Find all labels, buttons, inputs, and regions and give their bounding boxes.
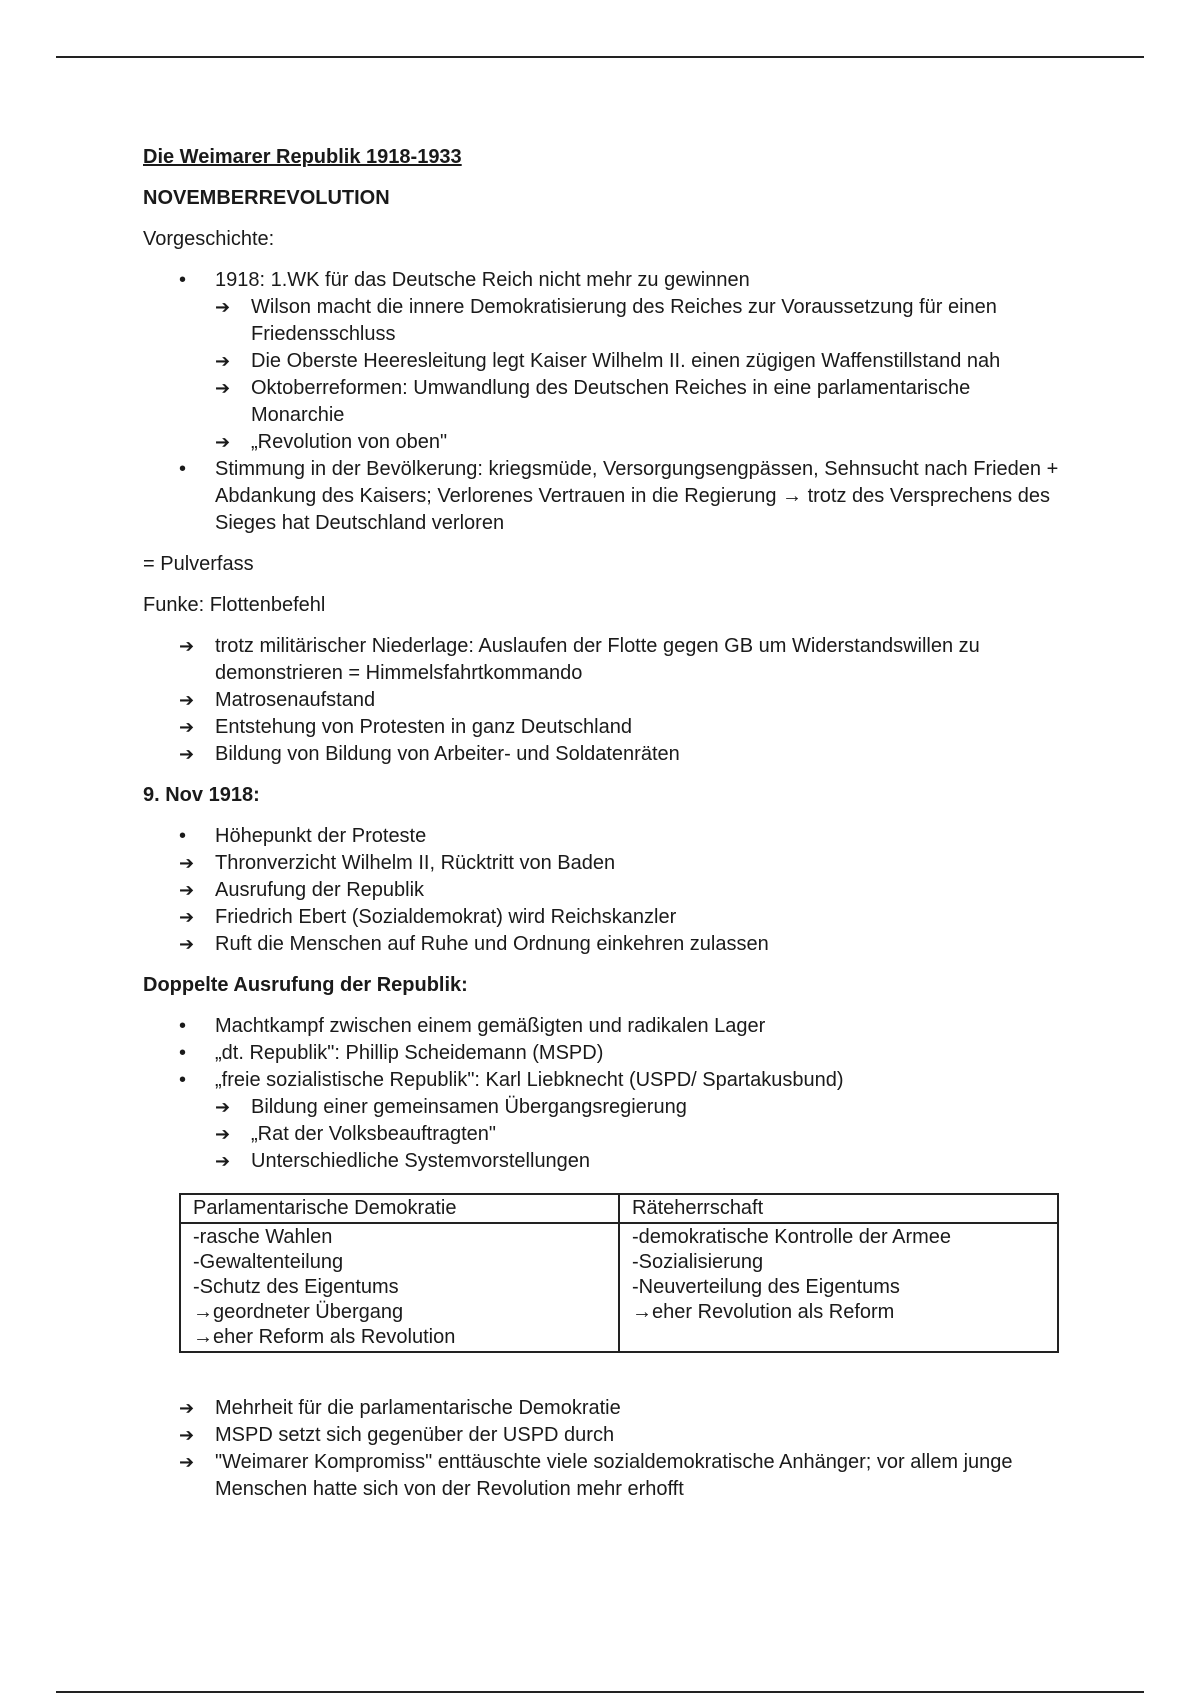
document-title: Die Weimarer Republik 1918-1933 <box>143 146 462 168</box>
list-item: ➔ „Rat der Volksbeauftragten" <box>215 1121 1063 1148</box>
table-cell-line: -Neuverteilung des Eigentums <box>632 1276 900 1298</box>
list-item: ➔ Die Oberste Heeresleitung legt Kaiser Wilhelm II. einen zügigen Waffenstillstand nah <box>215 348 1063 375</box>
section-heading-doppelte-ausrufung: Doppelte Ausrufung der Republik: <box>143 974 468 996</box>
section-heading-novemberrevolution: NOVEMBERREVOLUTION <box>143 187 390 209</box>
table-header-row <box>180 1194 1058 1223</box>
list-item: • Stimmung in der Bevölkerung: kriegsmüde, Versorgungsengpässen, Sehnsucht nach Frieden + Abdankung des Kaisers; Verlorenes Vertrauen in die Regierung → trotz des Versprechens des Sieges hat Deutschland verloren <box>143 456 1063 537</box>
list-item: ➔ Thronverzicht Wilhelm II, Rücktritt von Baden <box>143 850 1063 877</box>
table-cell-line: -Sozialisierung <box>632 1251 764 1273</box>
list-item: • Höhepunkt der Proteste <box>143 823 1063 850</box>
list-item: • Machtkampf zwischen einem gemäßigten und radikalen Lager <box>143 1013 1063 1040</box>
table-cell <box>619 1223 1058 1352</box>
sub-list <box>215 294 1063 456</box>
ergebnis-list <box>143 1395 1063 1503</box>
table-cell-line: →eher Reform als Revolution <box>193 1326 456 1348</box>
list-item-text: 1918: 1.WK für das Deutsche Reich nicht mehr zu gewinnen <box>215 269 750 291</box>
funke-label: Funke: Flottenbefehl <box>143 594 326 616</box>
list-item: ➔ Mehrheit für die parlamentarische Demokratie <box>143 1395 1063 1422</box>
funke-list <box>143 633 1063 768</box>
comparison-table <box>179 1193 1059 1353</box>
pulverfass-line: = Pulverfass <box>143 553 254 575</box>
list-item: ➔ Bildung von Bildung von Arbeiter- und Soldatenräten <box>143 741 1063 768</box>
list-item: ➔ Ruft die Menschen auf Ruhe und Ordnung einkehren zulassen <box>143 931 1063 958</box>
list-item: ➔ Matrosenaufstand <box>143 687 1063 714</box>
list-item: ➔ trotz militärischer Niederlage: Auslaufen der Flotte gegen GB um Widerstandswillen zu demonstrieren = Himmelsfahrtkommando <box>143 633 1063 687</box>
table-cell-line: -demokratische Kontrolle der Armee <box>632 1226 952 1248</box>
document-body <box>143 144 1063 1517</box>
table-cell-line: -rasche Wahlen <box>193 1226 333 1248</box>
list-item: • „dt. Republik": Phillip Scheidemann (MSPD) <box>143 1040 1063 1067</box>
list-item <box>143 267 1063 456</box>
section-heading-nov-1918: 9. Nov 1918: <box>143 784 260 806</box>
list-item: ➔ Ausrufung der Republik <box>143 877 1063 904</box>
table-cell-line: →geordneter Übergang <box>193 1301 404 1323</box>
header-rule <box>56 56 1144 58</box>
vorgeschichte-list <box>143 267 1063 537</box>
list-item <box>143 1067 1063 1175</box>
list-item: ➔ Entstehung von Protesten in ganz Deutschland <box>143 714 1063 741</box>
list-item: ➔ „Revolution von oben" <box>215 429 1063 456</box>
vorgeschichte-label: Vorgeschichte: <box>143 228 275 250</box>
list-item: ➔ "Weimarer Kompromiss" enttäuschte viele sozialdemokratische Anhänger; vor allem junge Menschen hatte sich von der Revolution mehr erhofft <box>143 1449 1063 1503</box>
list-item-text: „freie sozialistische Republik": Karl Liebknecht (USPD/ Spartakusbund) <box>215 1069 844 1091</box>
list-item: ➔ Unterschiedliche Systemvorstellungen <box>215 1148 1063 1175</box>
table-cell-line: -Gewaltenteilung <box>193 1251 344 1273</box>
list-item: ➔ Oktoberreformen: Umwandlung des Deutschen Reiches in eine parlamentarische Monarchie <box>215 375 1063 429</box>
list-item: ➔ MSPD setzt sich gegenüber der USPD durch <box>143 1422 1063 1449</box>
table-cell <box>180 1223 619 1352</box>
footer-rule <box>56 1691 1144 1693</box>
table-cell-line: -Schutz des Eigentums <box>193 1276 399 1298</box>
table-row <box>180 1223 1058 1352</box>
sub-list <box>215 1094 1063 1175</box>
doppelte-list <box>143 1013 1063 1175</box>
table-header-parlamentarische-demokratie: Parlamentarische Demokratie <box>180 1194 619 1223</box>
list-item: ➔ Bildung einer gemeinsamen Übergangsregierung <box>215 1094 1063 1121</box>
table-header-raeteherrschaft: Räteherrschaft <box>619 1194 1058 1223</box>
table-cell-line: →eher Revolution als Reform <box>632 1301 895 1323</box>
nov9-list <box>143 823 1063 958</box>
list-item: ➔ Friedrich Ebert (Sozialdemokrat) wird Reichskanzler <box>143 904 1063 931</box>
list-item: ➔ Wilson macht die innere Demokratisierung des Reiches zur Voraussetzung für einen Friedensschluss <box>215 294 1063 348</box>
